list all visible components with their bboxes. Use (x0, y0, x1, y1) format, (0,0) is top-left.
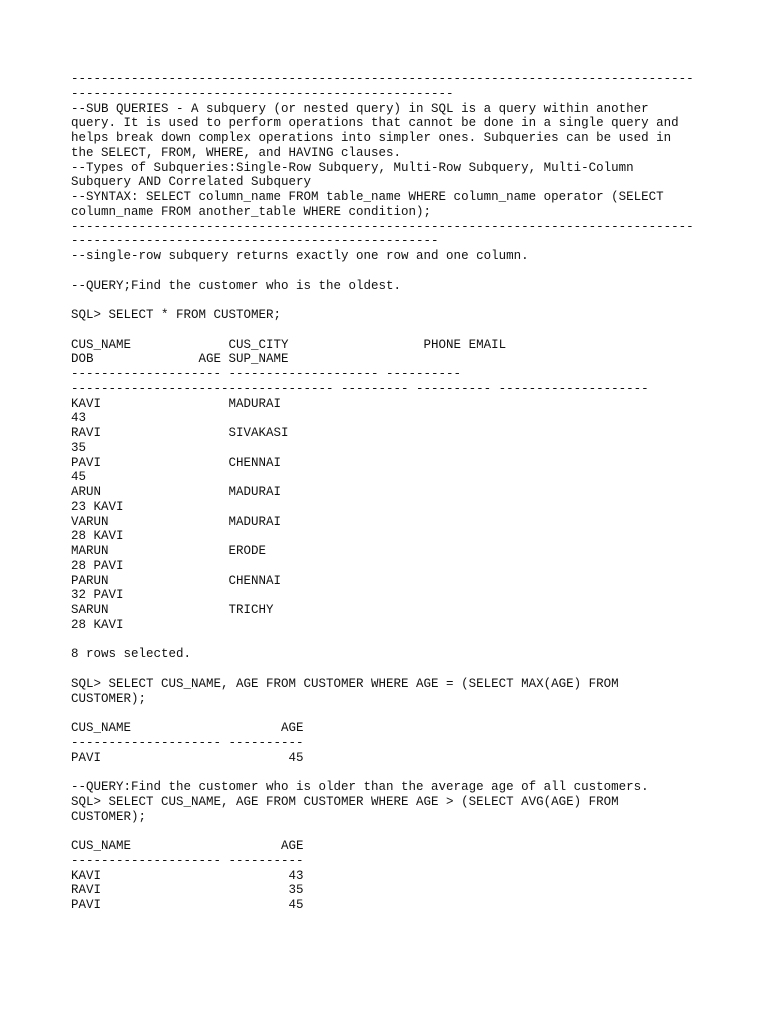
text-line: CUSTOMER); (71, 691, 147, 706)
text-line (71, 633, 711, 648)
text-line: MARUN ERODE (71, 544, 267, 558)
text-line: helps break down complex operations into simpler ones. Subqueries can be used in (71, 131, 672, 145)
text-line: SARUN TRICHY (71, 603, 274, 617)
text-line (71, 706, 711, 721)
text-line: -------------------- ---------- (71, 853, 304, 868)
text-line: ARUN MADURAI (71, 485, 282, 499)
text-line (71, 264, 711, 279)
text-line: 28 PAVI (71, 558, 124, 573)
text-line: SQL> SELECT CUS_NAME, AGE FROM CUSTOMER WHERE AGE = (SELECT MAX(AGE) FROM (71, 676, 619, 691)
text-line (71, 824, 711, 839)
text-line: --------------------------------------------------- (71, 86, 454, 101)
text-line: 28 KAVI (71, 529, 124, 544)
text-line: --QUERY;Find the customer who is the oldest. (71, 278, 402, 293)
text-line: 28 KAVI (71, 617, 124, 632)
text-line: SQL> SELECT * FROM CUSTOMER; (71, 308, 282, 322)
text-line: --SYNTAX: SELECT column_name FROM table_name WHERE column_name operator (SELECT (71, 190, 664, 204)
text-line (71, 293, 711, 308)
text-line: -------------------- -------------------- ---------- (71, 367, 462, 381)
text-line: --Types of Subqueries:Single-Row Subquery, Multi-Row Subquery, Multi-Column (71, 160, 634, 175)
text-line: -------------------- ---------- (71, 735, 304, 750)
text-line: ----------------------------------- --------- ---------- -------------------- (71, 381, 649, 396)
text-line: query. It is used to perform operations that cannot be done in a single query and (71, 116, 679, 131)
text-line: RAVI 35 (71, 883, 304, 898)
text-line: column_name FROM another_table WHERE condition); (71, 204, 432, 219)
text-line: CUSTOMER); (71, 809, 147, 824)
text-line: VARUN MADURAI (71, 514, 282, 529)
text-line: 43 (71, 411, 87, 426)
text-line: CUS_NAME CUS_CITY PHONE EMAIL (71, 337, 507, 352)
text-line: PAVI 45 (71, 750, 304, 765)
text-line: --SUB QUERIES - A subquery (or nested query) in SQL is a query within another (71, 101, 649, 116)
text-line: 8 rows selected. (71, 647, 192, 662)
text-line: 23 KAVI (71, 499, 124, 514)
text-line: PAVI CHENNAI (71, 455, 282, 470)
text-line: PARUN CHENNAI (71, 573, 282, 588)
text-line: ----------------------------------------------------------------------------------- (71, 219, 694, 234)
text-line: ------------------------------------------------- (71, 234, 439, 249)
text-line (71, 765, 711, 780)
text-line: 45 (71, 470, 87, 485)
text-line: the SELECT, FROM, WHERE, and HAVING clauses. (71, 145, 402, 160)
document-body (71, 72, 711, 913)
text-line: DOB AGE SUP_NAME (71, 352, 289, 367)
text-line: 32 PAVI (71, 588, 124, 603)
text-line: --single-row subquery returns exactly one row and one column. (71, 249, 529, 263)
text-line: PAVI 45 (71, 898, 304, 912)
text-line (71, 323, 711, 338)
text-line: ----------------------------------------------------------------------------------- (71, 72, 694, 86)
text-line: --QUERY:Find the customer who is older than the average age of all customers. (71, 780, 649, 794)
text-line: KAVI 43 (71, 868, 304, 883)
text-line: CUS_NAME AGE (71, 839, 304, 853)
text-line: CUS_NAME AGE (71, 721, 304, 735)
text-line: SQL> SELECT CUS_NAME, AGE FROM CUSTOMER WHERE AGE > (SELECT AVG(AGE) FROM (71, 794, 619, 809)
text-line: KAVI MADURAI (71, 396, 282, 411)
text-line (71, 662, 711, 677)
text-line: Subquery AND Correlated Subquery (71, 175, 312, 190)
text-line: 35 (71, 440, 87, 455)
text-line: RAVI SIVAKASI (71, 426, 289, 440)
